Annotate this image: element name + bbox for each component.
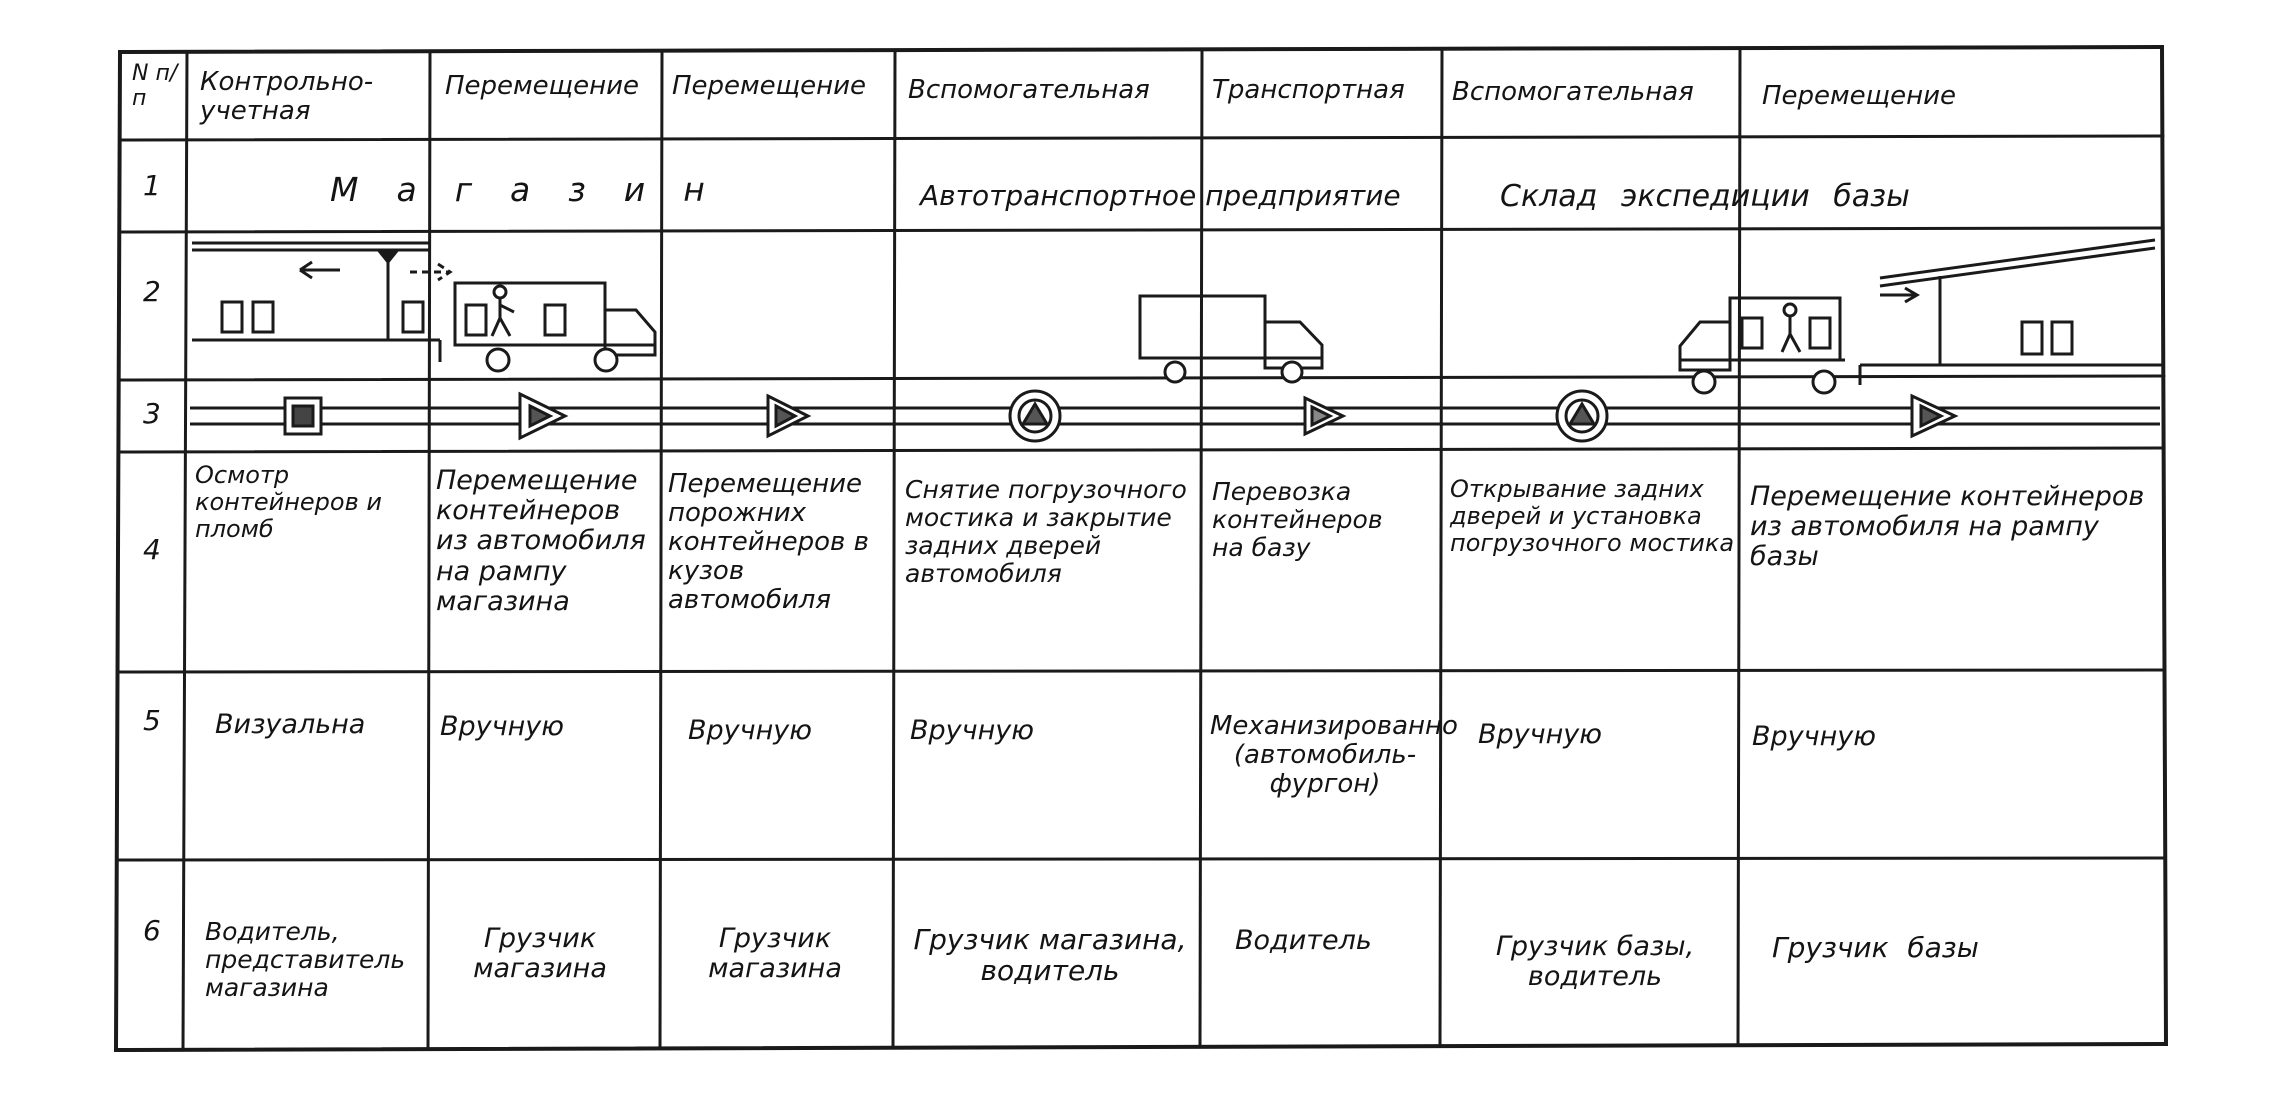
performer-5: Водитель xyxy=(1235,925,1372,956)
symbol-move-triangle-1 xyxy=(520,394,565,438)
row-line-3 xyxy=(120,448,2164,452)
col-line-5 xyxy=(1440,49,1442,1046)
operation-2: Перемещение контейнеров из автомобиля на рампу магазина xyxy=(436,465,646,617)
truck-warehouse-icon xyxy=(1680,298,1845,393)
row-line-2 xyxy=(120,376,2164,380)
method-5: Механизированно (автомобиль-фургон) xyxy=(1210,711,1458,800)
row-number-3: 3 xyxy=(143,397,161,430)
row-number-4: 4 xyxy=(143,533,161,566)
method-3: Вручную xyxy=(688,715,812,746)
symbol-control-square xyxy=(285,398,321,434)
symbol-transport-triangle xyxy=(1305,398,1343,434)
row-number-1: 1 xyxy=(143,169,161,202)
method-1: Визуальна xyxy=(215,709,366,740)
location-transport-company: Автотранспортное предприятие xyxy=(920,179,1401,212)
performer-1: Водитель, представитель магазина xyxy=(205,917,406,1002)
symbol-auxiliary-circle-1 xyxy=(1010,391,1060,441)
operation-7: Перемещение контейнеров из автомобиля на рампу базы xyxy=(1750,481,2145,573)
operation-3: Перемещение порожних контейнеров в кузов автомобиля xyxy=(668,469,869,616)
method-6: Вручную xyxy=(1478,719,1602,750)
symbol-auxiliary-circle-2 xyxy=(1557,391,1607,441)
operation-4: Снятие погрузочного мостика и закрытие задних дверей автомобиля xyxy=(905,475,1187,588)
header-auxiliary-1: Вспомогательная xyxy=(908,75,1150,105)
header-control: Контрольно-учетная xyxy=(200,67,374,127)
row-line-5 xyxy=(118,858,2165,860)
scene-store xyxy=(192,243,450,362)
performer-2: Грузчик магазина xyxy=(473,923,607,985)
operation-1: Осмотр контейнеров и пломб xyxy=(195,461,382,543)
row-number-2: 2 xyxy=(143,275,161,308)
performer-3: Грузчик магазина xyxy=(708,923,842,985)
location-store: Магазин xyxy=(330,170,743,209)
header-auxiliary-2: Вспомогательная xyxy=(1452,77,1694,107)
header-transport: Транспортная xyxy=(1212,75,1405,105)
truck-store-icon xyxy=(455,283,655,371)
scene-warehouse xyxy=(1860,240,2163,385)
header-move-1: Перемещение xyxy=(445,71,640,101)
header-move-2: Перемещение xyxy=(672,71,867,101)
header-move-3: Перемещение xyxy=(1762,81,1957,111)
method-2: Вручную xyxy=(440,711,564,742)
performer-7: Грузчик базы xyxy=(1772,931,1979,964)
row-number-5: 5 xyxy=(143,704,161,737)
row-line-1 xyxy=(120,228,2163,232)
symbol-move-triangle-2 xyxy=(768,396,808,436)
operation-6: Открывание задних дверей и установка погрузочного мостика xyxy=(1450,475,1735,557)
col-line-3 xyxy=(893,51,895,1047)
row-number-6: 6 xyxy=(143,914,161,947)
truck-transport-icon xyxy=(1140,296,1322,382)
performer-4: Грузчик магазина, водитель xyxy=(913,923,1187,988)
method-4: Вручную xyxy=(910,715,1034,746)
header-number-column: N п/п xyxy=(132,61,178,111)
row-line-4 xyxy=(119,670,2165,672)
performer-6: Грузчик базы, водитель xyxy=(1495,931,1695,993)
operation-5: Перевозка контейнеров на базу xyxy=(1212,477,1383,562)
row-line-header xyxy=(120,136,2163,140)
location-warehouse: Склад экспедиции базы xyxy=(1500,179,1910,214)
symbol-move-triangle-3 xyxy=(1912,396,1955,436)
flow-line xyxy=(190,408,2160,424)
col-line-0 xyxy=(183,52,187,1049)
method-7: Вручную xyxy=(1752,721,1876,752)
